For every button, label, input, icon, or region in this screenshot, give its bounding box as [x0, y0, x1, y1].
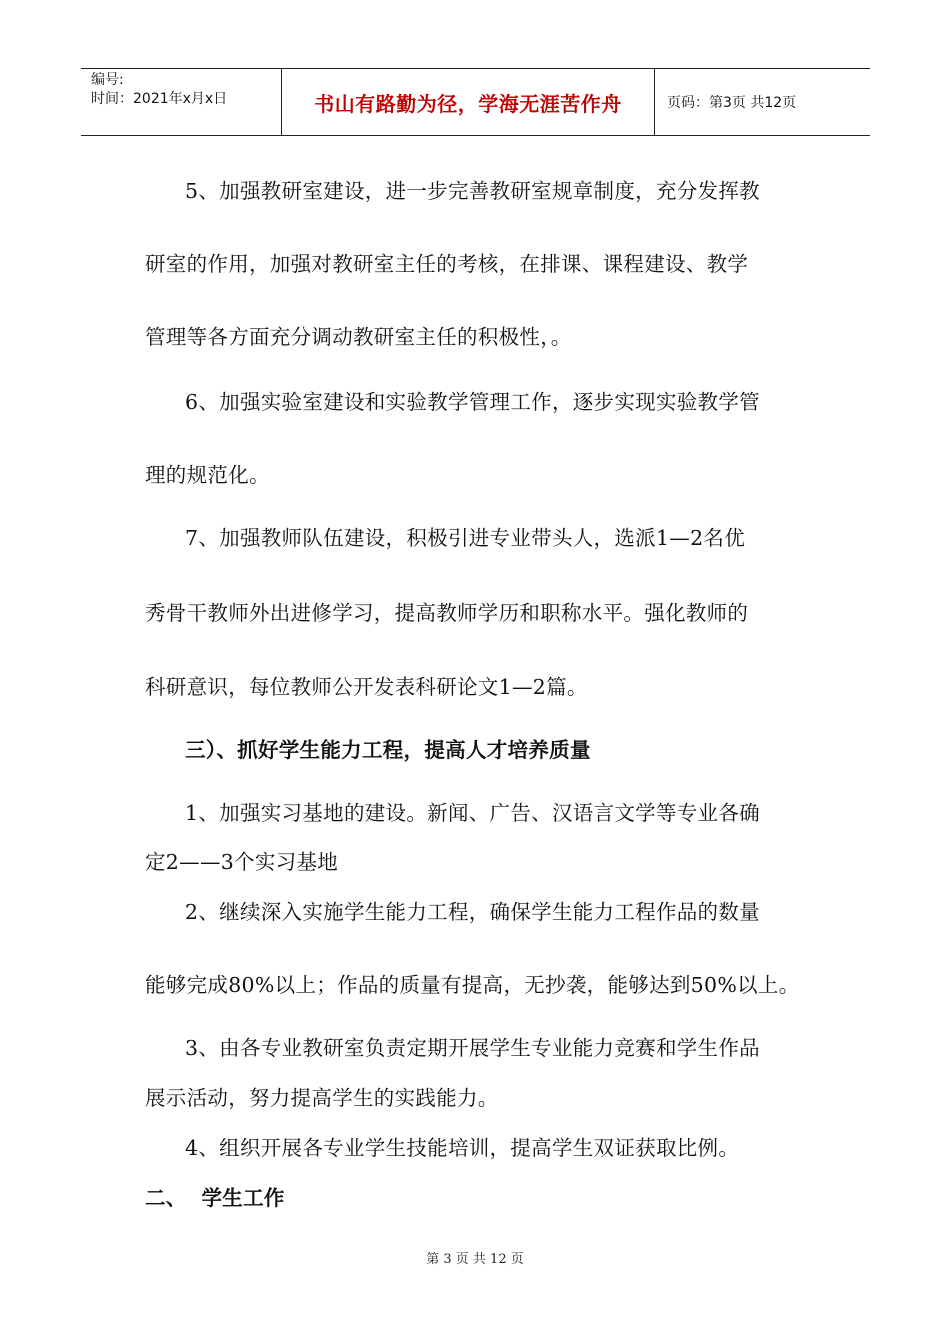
paragraph-5-line-3: 管理等各方面充分调动教研室主任的积极性，。 — [145, 325, 572, 349]
item-4-line-1: 4、组织开展各专业学生技能培训，提高学生双证获取比例。 — [185, 1136, 740, 1160]
item-1-line-1: 1、加强实习基地的建设。新闻、广告、汉语言文学等专业各确 — [185, 801, 760, 825]
paragraph-7-line-2: 秀骨干教师外出进修学习，提高教师学历和职称水平。强化教师的 — [145, 601, 749, 625]
paragraph-5-line-2: 研室的作用，加强对教研室主任的考核，在排课、课程建设、教学 — [145, 252, 749, 276]
item-3-line-2: 展示活动，努力提高学生的实践能力。 — [145, 1086, 499, 1110]
document-number-label: 编号: — [91, 72, 124, 88]
item-2-line-1: 2、继续深入实施学生能力工程，确保学生能力工程作品的数量 — [185, 900, 760, 924]
paragraph-7-line-1: 7、加强教师队伍建设，积极引进专业带头人，选派1—2名优 — [185, 526, 746, 550]
header-page-info: 页码：第3页 共12页 — [667, 95, 797, 111]
paragraph-6-line-1: 6、加强实验室建设和实验教学管理工作，逐步实现实验教学管 — [185, 390, 760, 414]
document-date: 时间：2021年x月x日 — [91, 91, 228, 107]
item-3-line-1: 3、由各专业教研室负责定期开展学生专业能力竞赛和学生作品 — [185, 1036, 760, 1060]
page-footer: 第 3 页 共 12 页 — [426, 1252, 524, 1267]
paragraph-6-line-2: 理的规范化。 — [145, 463, 270, 487]
section-heading-3: 三）、抓好学生能力工程，提高人才培养质量 — [185, 738, 591, 762]
section-heading-2: 二、 学生工作 — [145, 1186, 285, 1210]
header-motto: 书山有路勤为径，学海无涯苦作舟 — [282, 69, 655, 135]
paragraph-5-line-1: 5、加强教研室建设，进一步完善教研室规章制度，充分发挥教 — [185, 179, 760, 203]
item-1-line-2: 定2——3个实习基地 — [145, 850, 339, 874]
header-meta — [81, 69, 282, 135]
paragraph-7-line-3: 科研意识，每位教师公开发表科研论文1—2篇。 — [145, 675, 588, 699]
page-header — [81, 68, 870, 136]
item-2-line-2: 能够完成80%以上；作品的质量有提高，无抄袭，能够达到50%以上。 — [145, 973, 800, 997]
